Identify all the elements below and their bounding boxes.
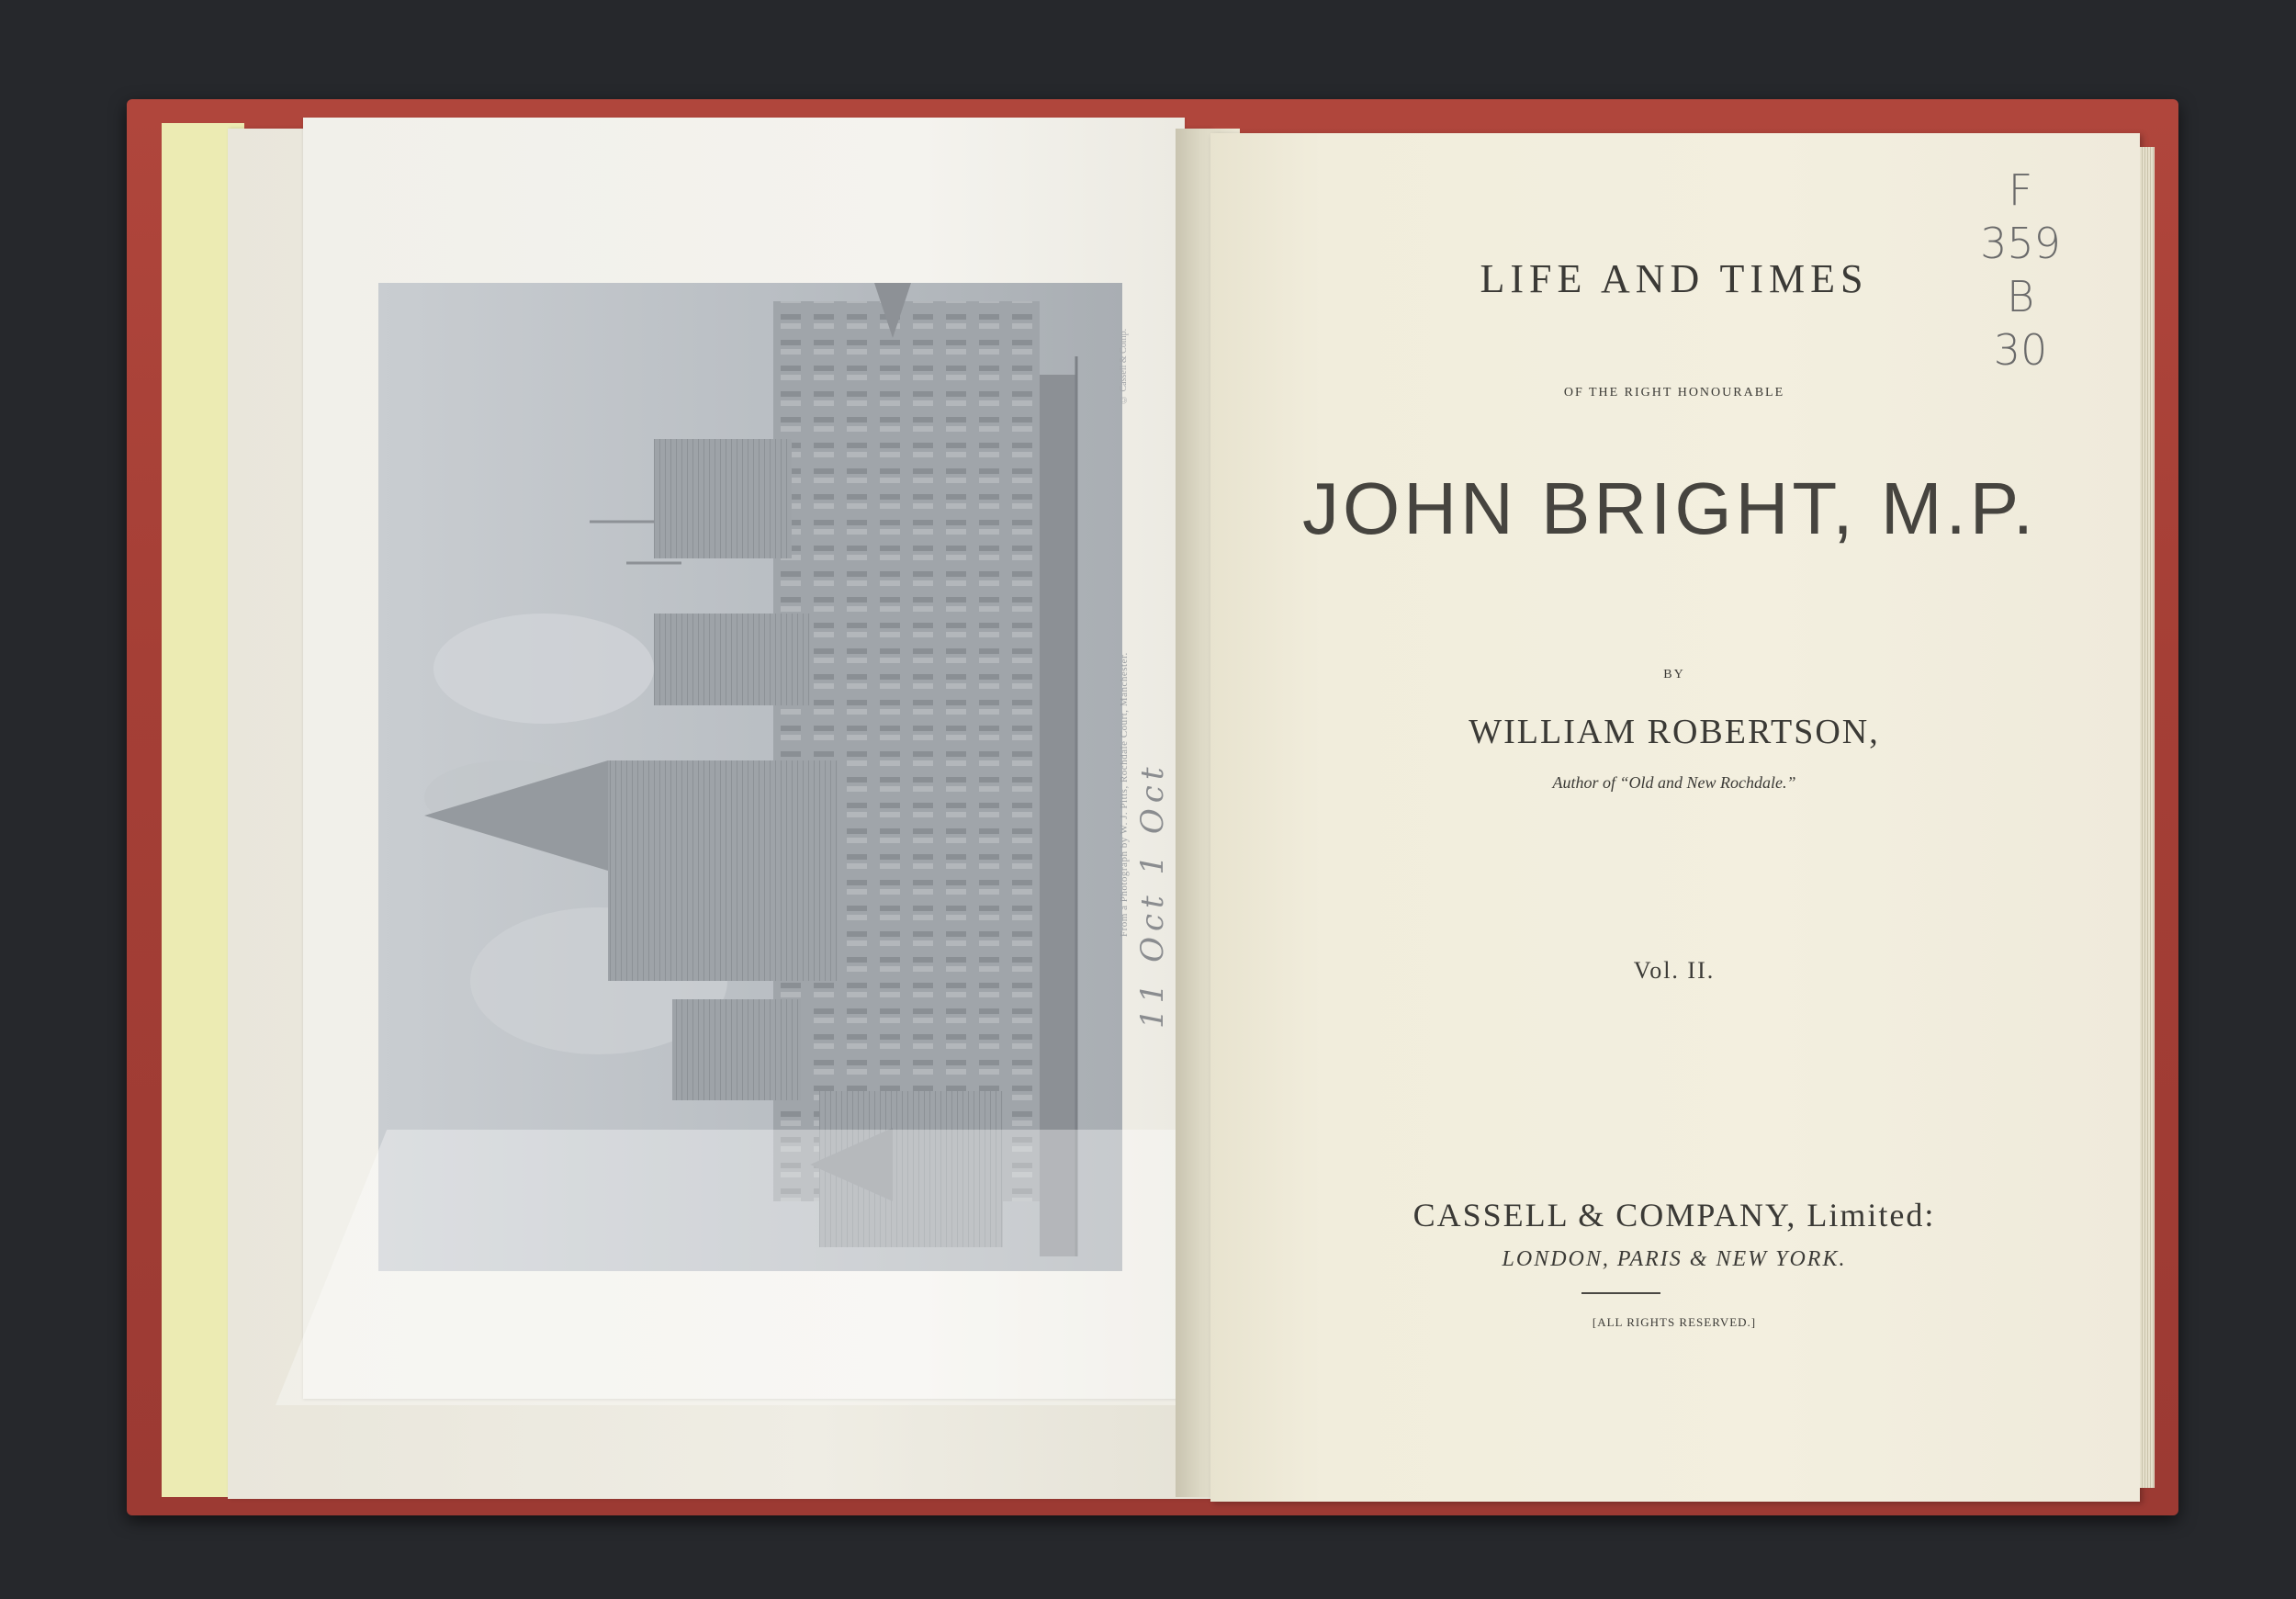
by-line: BY bbox=[1663, 668, 1685, 681]
author-name: WILLIAM ROBERTSON, bbox=[1469, 713, 1880, 751]
shelfmark-line: F bbox=[2008, 165, 2033, 215]
shelfmark-line: 30 bbox=[1993, 325, 2048, 375]
page-edges bbox=[2140, 147, 2155, 1488]
book-title: LIFE AND TIMES bbox=[1480, 256, 1869, 301]
subject-name: JOHN BRIGHT, M.P. bbox=[1302, 467, 2037, 549]
author-credit: Author of “Old and New Rochdale.” bbox=[1552, 773, 1796, 792]
handwritten-note: 11 Oct 1 Oct bbox=[1134, 761, 1171, 1029]
publication-places: LONDON, PARIS & NEW YORK. bbox=[1502, 1247, 1847, 1271]
rights-notice: [ALL RIGHTS RESERVED.] bbox=[1592, 1315, 1757, 1329]
photo-credit: From a Photograph by W. J. Pitts, Rochdale Court, Manchester. bbox=[1119, 652, 1130, 937]
title-subtitle: OF THE RIGHT HONOURABLE bbox=[1563, 386, 1785, 400]
divider-rule bbox=[1581, 1292, 1660, 1294]
frontispiece-engraving bbox=[378, 283, 1122, 1271]
shelfmark-line: B bbox=[2006, 272, 2035, 321]
tissue-fold bbox=[276, 1130, 1305, 1405]
copyright-mark: © Cassell & Comp. bbox=[1119, 328, 1129, 404]
publisher: CASSELL & COMPANY, Limited: bbox=[1412, 1197, 1936, 1233]
shelfmark bbox=[1956, 163, 2085, 411]
volume-number: Vol. II. bbox=[1633, 957, 1716, 984]
shelfmark-line: 359 bbox=[1980, 219, 2061, 268]
